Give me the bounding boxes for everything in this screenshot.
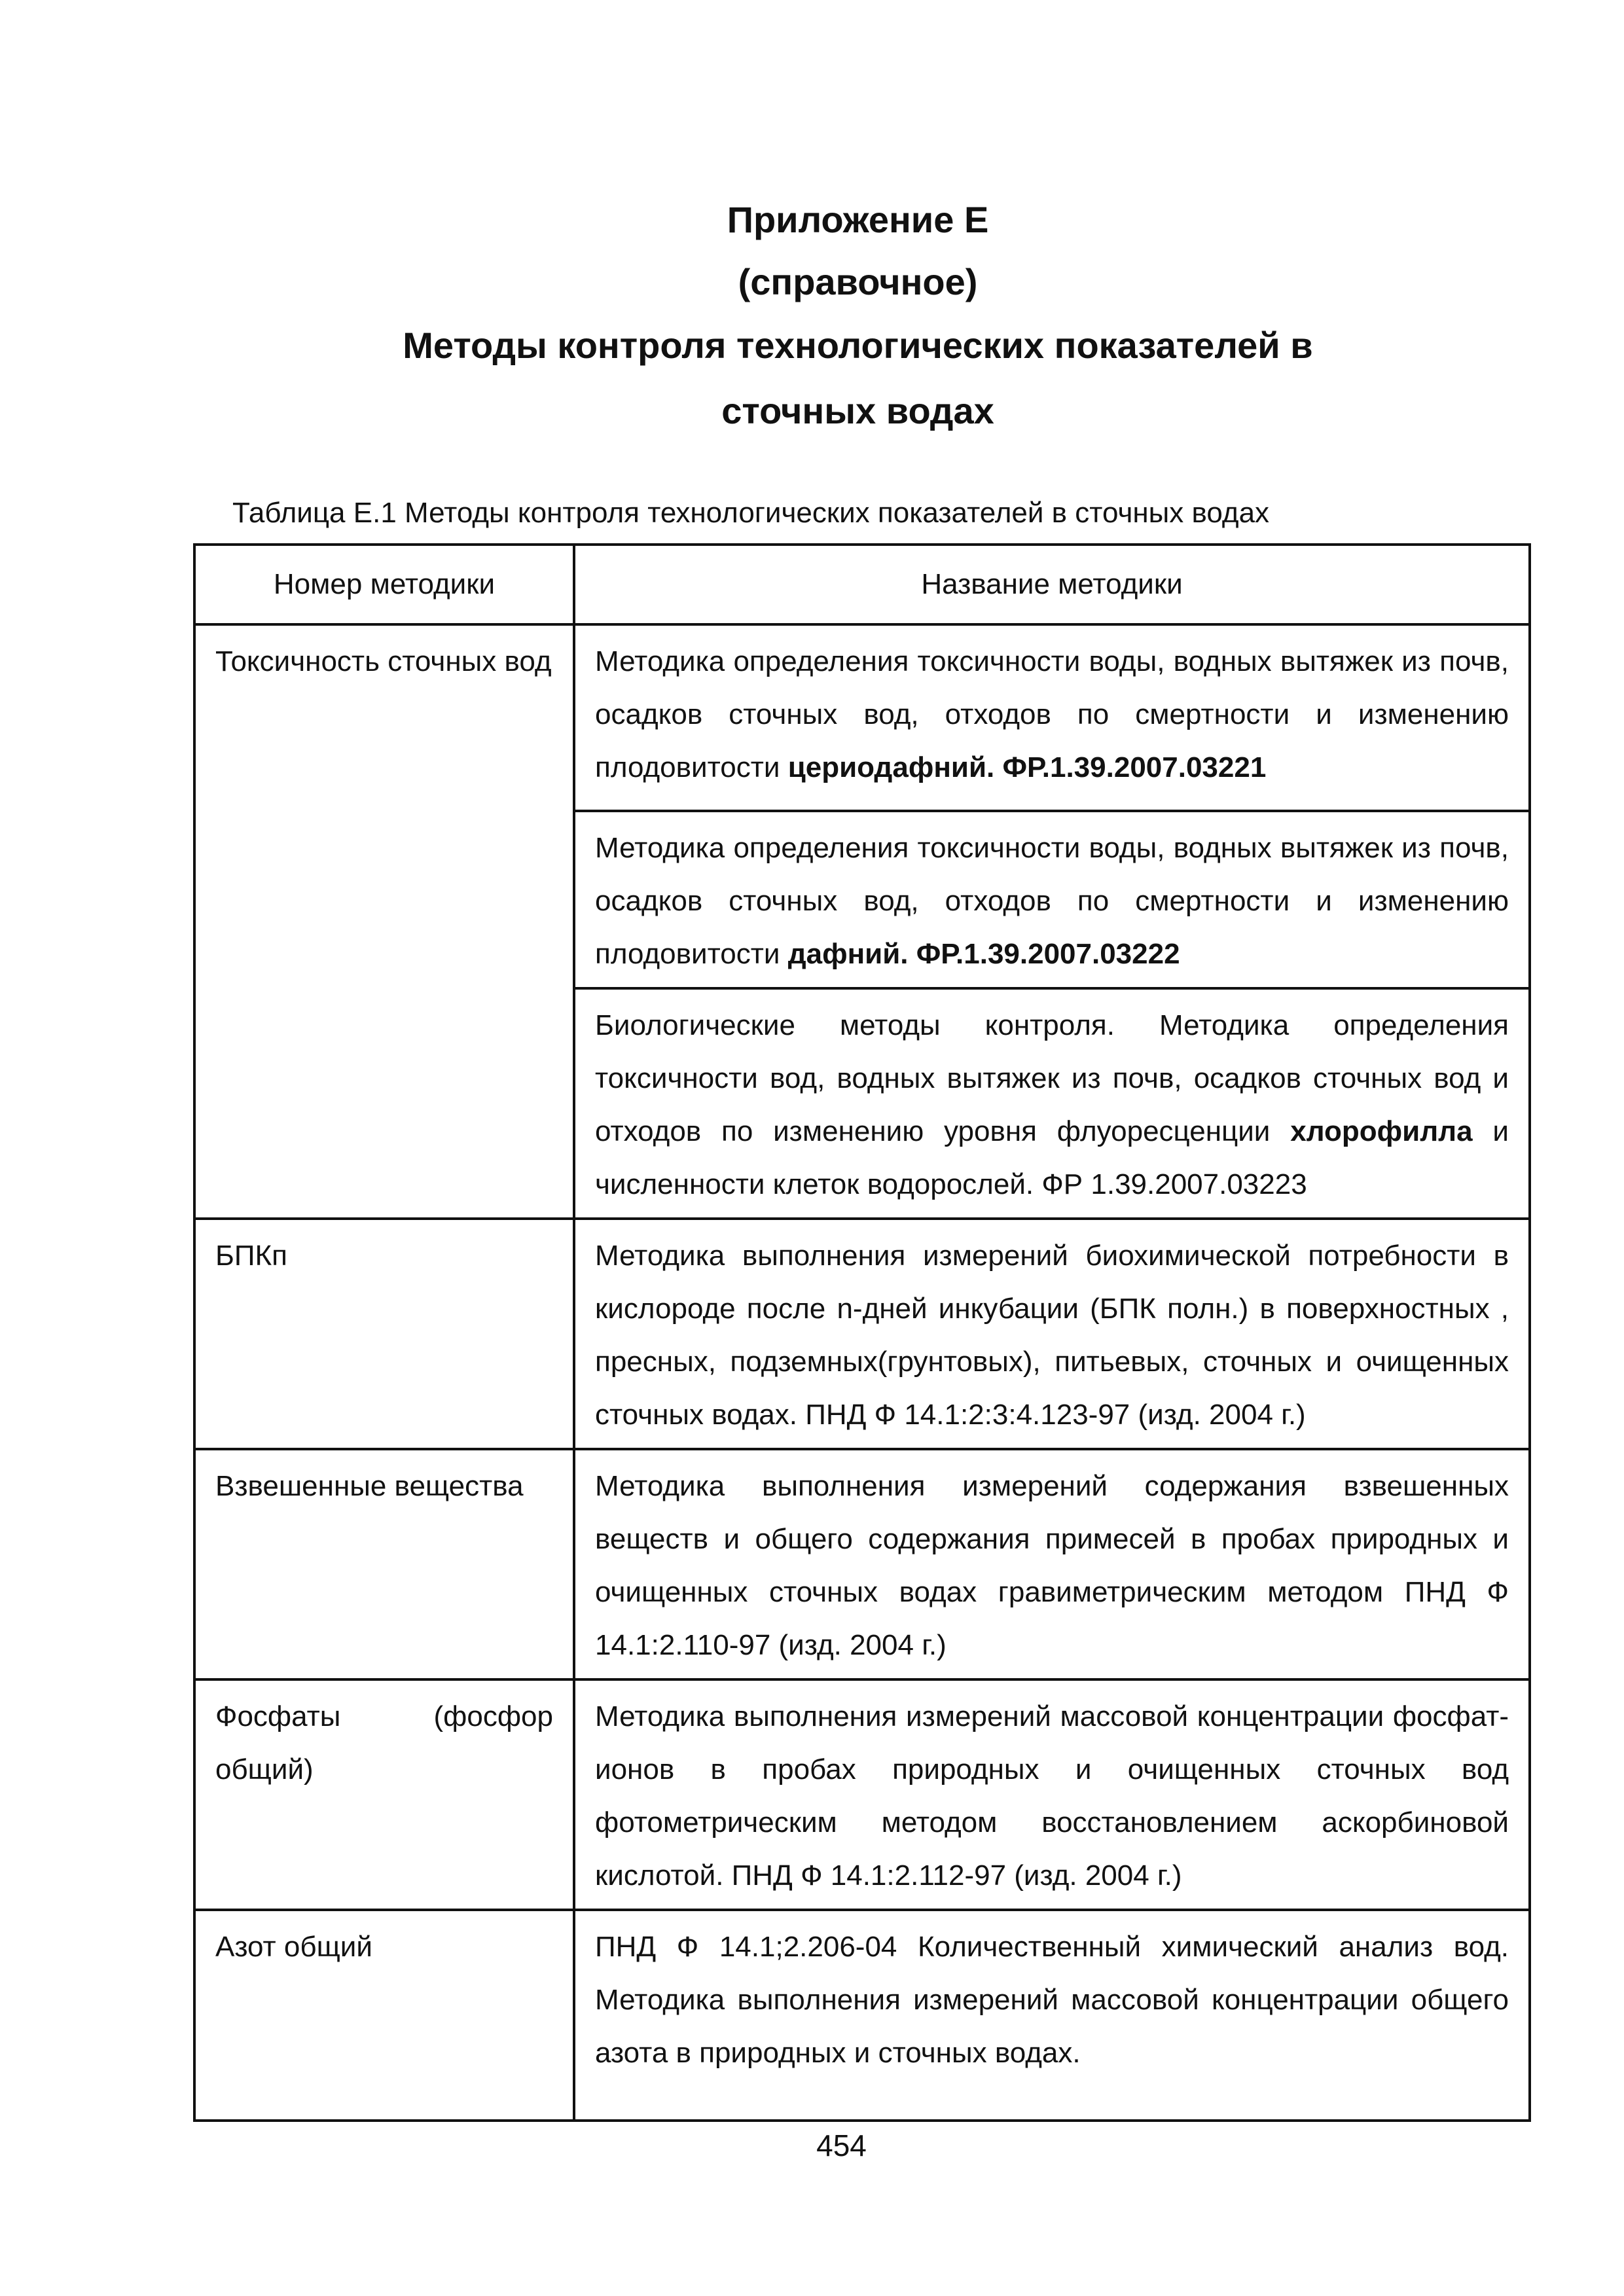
table-header-row — [194, 545, 1530, 624]
page-number: 454 — [816, 2128, 867, 2162]
method-text: Методика определения токсичности воды, водных вытяжек из почв, осадков сточных вод, отходов по смертности и изменению плодовитости — [595, 645, 1509, 783]
methods-table — [193, 543, 1531, 2122]
column-header-name: Название методики — [574, 545, 1530, 624]
method-bold-text: дафний. ФР.1.39.2007.03222 — [787, 938, 1180, 970]
appendix-subtitle: (справочное) — [738, 261, 978, 302]
table-row — [194, 1449, 1530, 1679]
table-caption: Таблица Е.1 Методы контроля технологических показателей в сточных водах — [232, 497, 1270, 529]
method-group-name: Фосфаты (фосфор общий) — [194, 1679, 574, 1910]
method-group-name: Азот общий — [194, 1910, 574, 2121]
method-description: Методика выполнения измерений биохимической потребности в кислороде после n-дней инкубации (БПК полн.) в поверхностных , пресных, подземных(грунтовых), питьевых, сточных и очищенных сточных водах. ПНД Ф 14.1:2:3:4.123-97 (изд. 2004 г.) — [574, 1219, 1530, 1449]
table-row — [194, 1219, 1530, 1449]
column-header-number: Номер методики — [194, 545, 574, 624]
table-row — [194, 1910, 1530, 2121]
appendix-heading-line-1: Методы контроля технологических показателей в — [403, 325, 1313, 366]
method-bold-text: хлорофилла — [1290, 1115, 1473, 1147]
method-description: Методика выполнения измерений содержания взвешенных веществ и общего содержания примесей в пробах природных и очищенных сточных водах гравиметрическим методом ПНД Ф 14.1:2.110-97 (изд. 2004 г.) — [574, 1449, 1530, 1679]
method-group-name: БПКп — [194, 1219, 574, 1449]
method-description — [574, 624, 1530, 811]
method-group-name: Взвешенные вещества — [194, 1449, 574, 1679]
method-text-after: и численности клеток водорослей. ФР 1.39.2007.03223 — [595, 1115, 1509, 1200]
method-description — [574, 811, 1530, 988]
table-row — [194, 624, 1530, 811]
method-bold-text: цериодафний. ФР.1.39.2007.03221 — [787, 751, 1267, 783]
method-group-name: Токсичность сточных вод — [194, 624, 574, 1219]
appendix-title: Приложение Е — [727, 199, 989, 240]
table-row — [194, 1679, 1530, 1910]
method-text: Методика определения токсичности воды, водных вытяжек из почв, осадков сточных вод, отходов по смертности и изменению плодовитости — [595, 832, 1509, 970]
method-description: Методика выполнения измерений массовой концентрации фосфат-ионов в пробах природных и очищенных сточных вод фотометрическим методом восстановлением аскорбиновой кислотой. ПНД Ф 14.1:2.112-97 (изд. 2004 г.) — [574, 1679, 1530, 1910]
method-text: Биологические методы контроля. Методика определения токсичности вод, водных вытяжек из почв, осадков сточных вод и отходов по изменению уровня флуоресценции — [595, 1009, 1509, 1147]
method-description — [574, 988, 1530, 1219]
method-description: ПНД Ф 14.1;2.206-04 Количественный химический анализ вод. Методика выполнения измерений массовой концентрации общего азота в природных и сточных водах. — [574, 1910, 1530, 2121]
appendix-heading-line-2: сточных водах — [721, 390, 994, 431]
